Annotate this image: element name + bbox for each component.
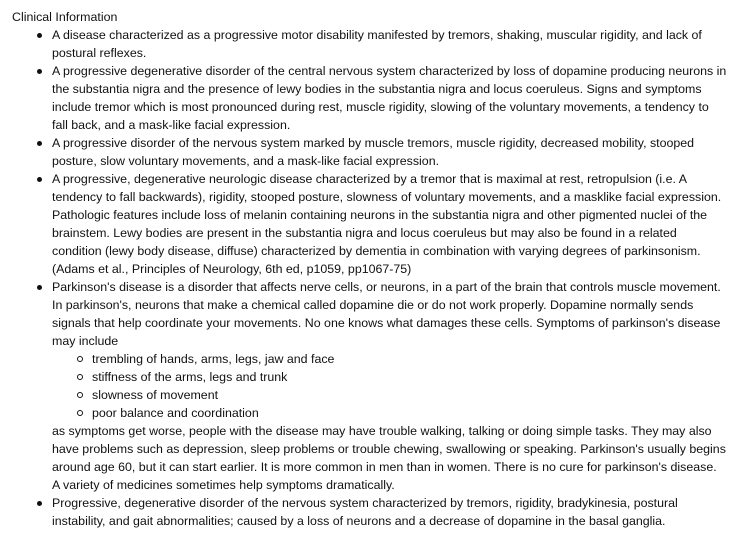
definition-item: A progressive, degenerative neurologic disease characterized by a tremor that is maximal at rest, retropulsion (i.e. A tendency to fall backwards), rigidity, stooped posture, slowness of voluntary movements, and a masklike facial expression. Pathologic features include loss of melanin containing neurons in the substantia nigra and other pigmented nuclei of the brainstem. Lewy bodies are present in the substantia nigra and locus coeruleus but may also be found in a related condition (lewy body disease, diffuse) characterized by dementia in combination with varying degrees of parkinsonism. (Adams et al., Principles of Neurology, 6th ed, p1059, pp1067-75) — [52, 170, 727, 278]
symptom-item: poor balance and coordination — [92, 404, 727, 422]
definition-item: A disease characterized as a progressive motor disability manifested by tremors, shaking, muscular rigidity, and lack of postural reflexes. — [52, 26, 727, 62]
section-title: Clinical Information — [12, 10, 118, 24]
symptom-item: trembling of hands, arms, legs, jaw and face — [92, 350, 727, 368]
definition-item: A progressive degenerative disorder of the central nervous system characterized by loss of dopamine producing neurons in the substantia nigra and the presence of lewy bodies in the substantia nigra and locus coeruleus. Signs and symptoms include tremor which is most pronounced during rest, muscle rigidity, slowing of the voluntary movements, a tendency to fall back, and a mask-like facial expression. — [52, 64, 727, 132]
symptom-item: stiffness of the arms, legs and trunk — [92, 368, 727, 386]
definition-item: A progressive disorder of the nervous system marked by muscle tremors, muscle rigidity, decreased mobility, stooped posture, slow voluntary movements, and a mask-like facial expression. — [52, 134, 727, 170]
symptom-list — [52, 350, 727, 422]
parkinsons-outro: as symptoms get worse, people with the disease may have trouble walking, talking or doing simple tasks. They may also have problems such as depression, sleep problems or trouble chewing, swallowing or speaking. Parkinson's usually begins around age 60, but it can start earlier. It is more common in men than in women. There is no cure for parkinson's disease. A variety of medicines sometimes help symptoms dramatically. — [52, 424, 726, 492]
symptom-item: slowness of movement — [92, 386, 727, 404]
definition-list — [12, 26, 727, 530]
definition-item-parkinsons — [52, 278, 727, 494]
parkinsons-intro: Parkinson's disease is a disorder that affects nerve cells, or neurons, in a part of the brain that controls muscle movement. In parkinson's, neurons that make a chemical called dopamine die or do not work properly. Dopamine normally sends signals that help coordinate your movements. No one knows what damages these cells. Symptoms of parkinson's disease may include — [52, 280, 721, 348]
definition-item: Progressive, degenerative disorder of the nervous system characterized by tremors, rigidity, bradykinesia, postural instability, and gait abnormalities; caused by a loss of neurons and a decrease of dopamine in the basal ganglia. — [52, 494, 727, 530]
